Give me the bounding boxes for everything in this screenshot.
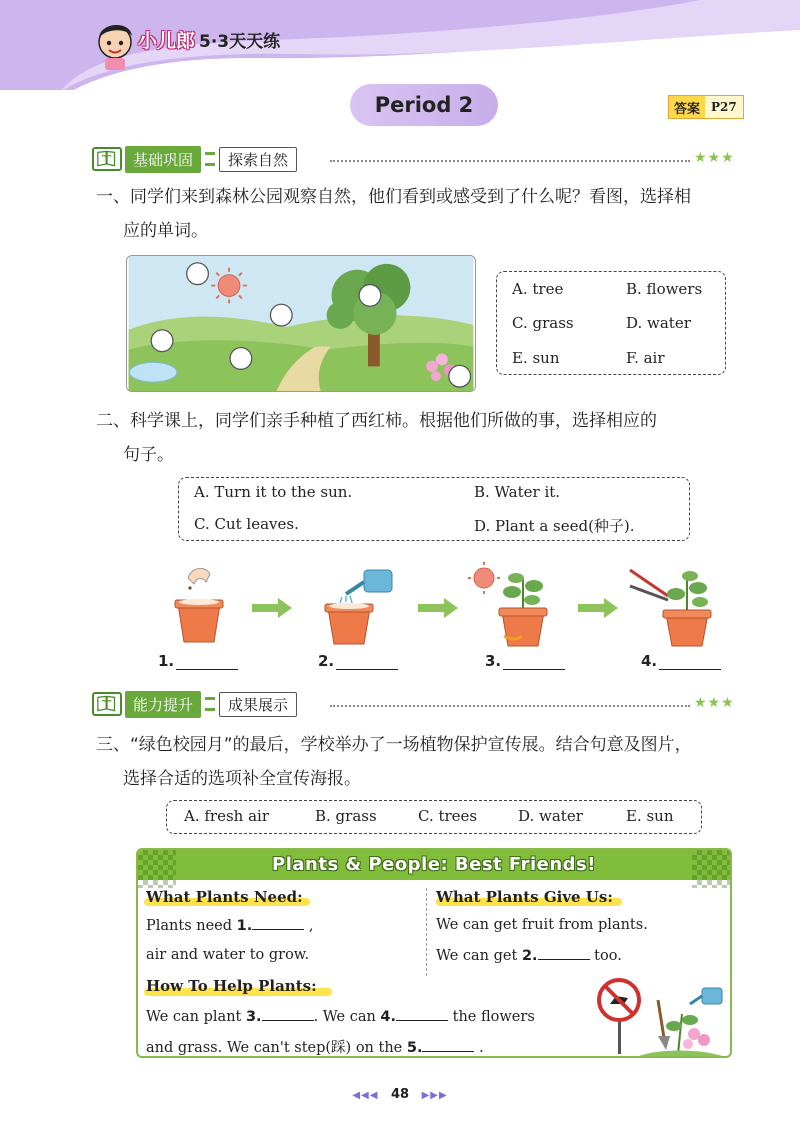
blank-5-number: 5. bbox=[406, 1040, 423, 1056]
arrow-icon bbox=[578, 598, 618, 618]
difficulty-stars-icon: ★★★ bbox=[694, 150, 735, 166]
pot-sun-icon bbox=[468, 562, 547, 646]
blank-4[interactable] bbox=[396, 1008, 448, 1021]
section-tab: 基础巩固 bbox=[125, 146, 201, 173]
no-stepping-sign-icon bbox=[599, 980, 639, 1054]
give-line-2 bbox=[436, 947, 622, 964]
q3-option-a: A. fresh air bbox=[184, 807, 270, 825]
blank-2[interactable] bbox=[538, 947, 590, 960]
how-to-help-heading: How To Help Plants: bbox=[146, 977, 317, 995]
question-2-line-2: 句子。 bbox=[123, 445, 174, 465]
what-plants-give-heading: What Plants Give Us: bbox=[436, 888, 613, 906]
section-header-basics bbox=[92, 146, 297, 172]
q1-option-e: E. sun bbox=[512, 349, 560, 367]
q3-option-e: E. sun bbox=[626, 807, 674, 825]
q3-option-d: D. water bbox=[518, 807, 583, 825]
watering-can-icon bbox=[690, 988, 722, 1004]
help-line-1 bbox=[146, 1008, 535, 1025]
right-arrows-icon: ▶▶▶ bbox=[421, 1090, 448, 1101]
help-line-1-post: the flowers bbox=[452, 1009, 535, 1025]
q1-option-a: A. tree bbox=[512, 280, 564, 298]
step-4-label: 4. bbox=[641, 652, 658, 670]
arrow-icon bbox=[418, 598, 458, 618]
need-line-1-pre: Plants need bbox=[146, 918, 233, 934]
help-line-1-mid: . We can bbox=[313, 1009, 376, 1025]
answer-blank[interactable] bbox=[176, 656, 238, 670]
tomato-planting-steps bbox=[160, 556, 740, 648]
dotted-divider bbox=[330, 705, 690, 707]
need-line-1-post: , bbox=[308, 918, 314, 934]
poster-divider bbox=[426, 888, 427, 976]
pot-cut-icon bbox=[630, 570, 711, 646]
pot-watering-icon bbox=[325, 570, 392, 644]
help-line-2 bbox=[146, 1036, 484, 1057]
give-line-2-post: too. bbox=[594, 948, 622, 964]
blank-1-number: 1. bbox=[236, 918, 253, 934]
equals-decoration bbox=[205, 697, 215, 711]
step-2-blank bbox=[318, 652, 398, 670]
book-icon bbox=[92, 692, 122, 716]
step-1-label: 1. bbox=[158, 652, 175, 670]
section-subtitle: 成果展示 bbox=[219, 692, 297, 717]
q2-option-b: B. Water it. bbox=[474, 483, 561, 501]
q1-option-f: F. air bbox=[626, 349, 665, 367]
blank-3-number: 3. bbox=[245, 1009, 262, 1025]
section-subtitle: 探索自然 bbox=[219, 147, 297, 172]
page-footer bbox=[0, 1087, 800, 1102]
q1-option-c: C. grass bbox=[512, 314, 574, 332]
question-2-line-1: 二、科学课上，同学们亲手种植了西红柿。根据他们所做的事，选择相应的 bbox=[96, 411, 657, 431]
q1-option-d: D. water bbox=[626, 314, 691, 332]
give-line-2-pre: We can get bbox=[436, 948, 518, 964]
equals-decoration bbox=[205, 152, 215, 166]
answer-blank[interactable] bbox=[659, 656, 721, 670]
answer-reference bbox=[668, 95, 744, 119]
step-3-blank bbox=[485, 652, 565, 670]
difficulty-stars-icon: ★★★ bbox=[694, 695, 735, 711]
help-line-2-post: . bbox=[479, 1040, 484, 1056]
question-2-text bbox=[96, 404, 657, 472]
page-title: Period 2 bbox=[374, 93, 474, 117]
q2-option-a: A. Turn it to the sun. bbox=[194, 483, 353, 501]
plant-flowers-icon bbox=[666, 1014, 710, 1054]
blank-1[interactable] bbox=[252, 917, 304, 930]
brand-sub: 5·3天天练 bbox=[199, 32, 281, 52]
section-tab: 能力提升 bbox=[125, 691, 201, 718]
blank-5[interactable] bbox=[422, 1039, 474, 1052]
pot-seed-icon bbox=[175, 568, 223, 642]
question-1-line-2: 应的单词。 bbox=[123, 221, 208, 241]
page-number: 48 bbox=[390, 1087, 410, 1102]
poster-title: Plants & People: Best Friends! bbox=[272, 854, 596, 875]
need-line-1 bbox=[146, 917, 313, 934]
question-3-line-1: 三、“绿色校园月”的最后，学校举办了一场植物保护宣传展。结合句意及图片， bbox=[96, 735, 692, 755]
help-line-2-pre: and grass. We can't step(踩) on the bbox=[146, 1040, 403, 1056]
step-1-blank bbox=[158, 652, 238, 670]
answer-blank[interactable] bbox=[503, 656, 565, 670]
q2-option-d: D. Plant a seed(种子). bbox=[474, 517, 635, 535]
answer-label: 答案 bbox=[669, 96, 705, 118]
poster bbox=[136, 848, 732, 1058]
answer-page: P27 bbox=[705, 96, 743, 118]
blank-2-number: 2. bbox=[521, 948, 538, 964]
step-2-label: 2. bbox=[318, 652, 335, 670]
book-icon bbox=[92, 147, 122, 171]
help-line-1-pre: We can plant bbox=[146, 1009, 242, 1025]
answer-blank[interactable] bbox=[336, 656, 398, 670]
q3-option-c: C. trees bbox=[418, 807, 478, 825]
blank-3[interactable] bbox=[262, 1008, 314, 1021]
forest-park-scene bbox=[126, 255, 476, 392]
poster-illustration bbox=[594, 974, 728, 1058]
brand-main: 小儿郎 bbox=[138, 30, 196, 52]
mascot-boy-icon bbox=[92, 16, 138, 70]
give-line-1: We can get fruit from plants. bbox=[436, 917, 648, 933]
step-3-label: 3. bbox=[485, 652, 502, 670]
dotted-divider bbox=[330, 160, 690, 162]
q3-option-b: B. grass bbox=[315, 807, 377, 825]
question-1-text bbox=[96, 180, 691, 248]
section-header-ability bbox=[92, 691, 297, 717]
brand-title bbox=[138, 26, 280, 53]
blank-4-number: 4. bbox=[380, 1009, 397, 1025]
step-4-blank bbox=[641, 652, 721, 670]
question-3-line-2: 选择合适的选项补全宣传海报。 bbox=[123, 769, 361, 789]
left-arrows-icon: ◀◀◀ bbox=[352, 1090, 379, 1101]
what-plants-need-heading: What Plants Need: bbox=[146, 888, 303, 906]
arrow-icon bbox=[252, 598, 292, 618]
q2-option-c: C. Cut leaves. bbox=[194, 515, 299, 533]
q1-option-b: B. flowers bbox=[626, 280, 703, 298]
question-3-text bbox=[96, 728, 692, 796]
need-line-2: air and water to grow. bbox=[146, 947, 310, 963]
question-1-line-1: 一、同学们来到森林公园观察自然，他们看到或感受到了什么呢？看图，选择相 bbox=[96, 187, 691, 207]
